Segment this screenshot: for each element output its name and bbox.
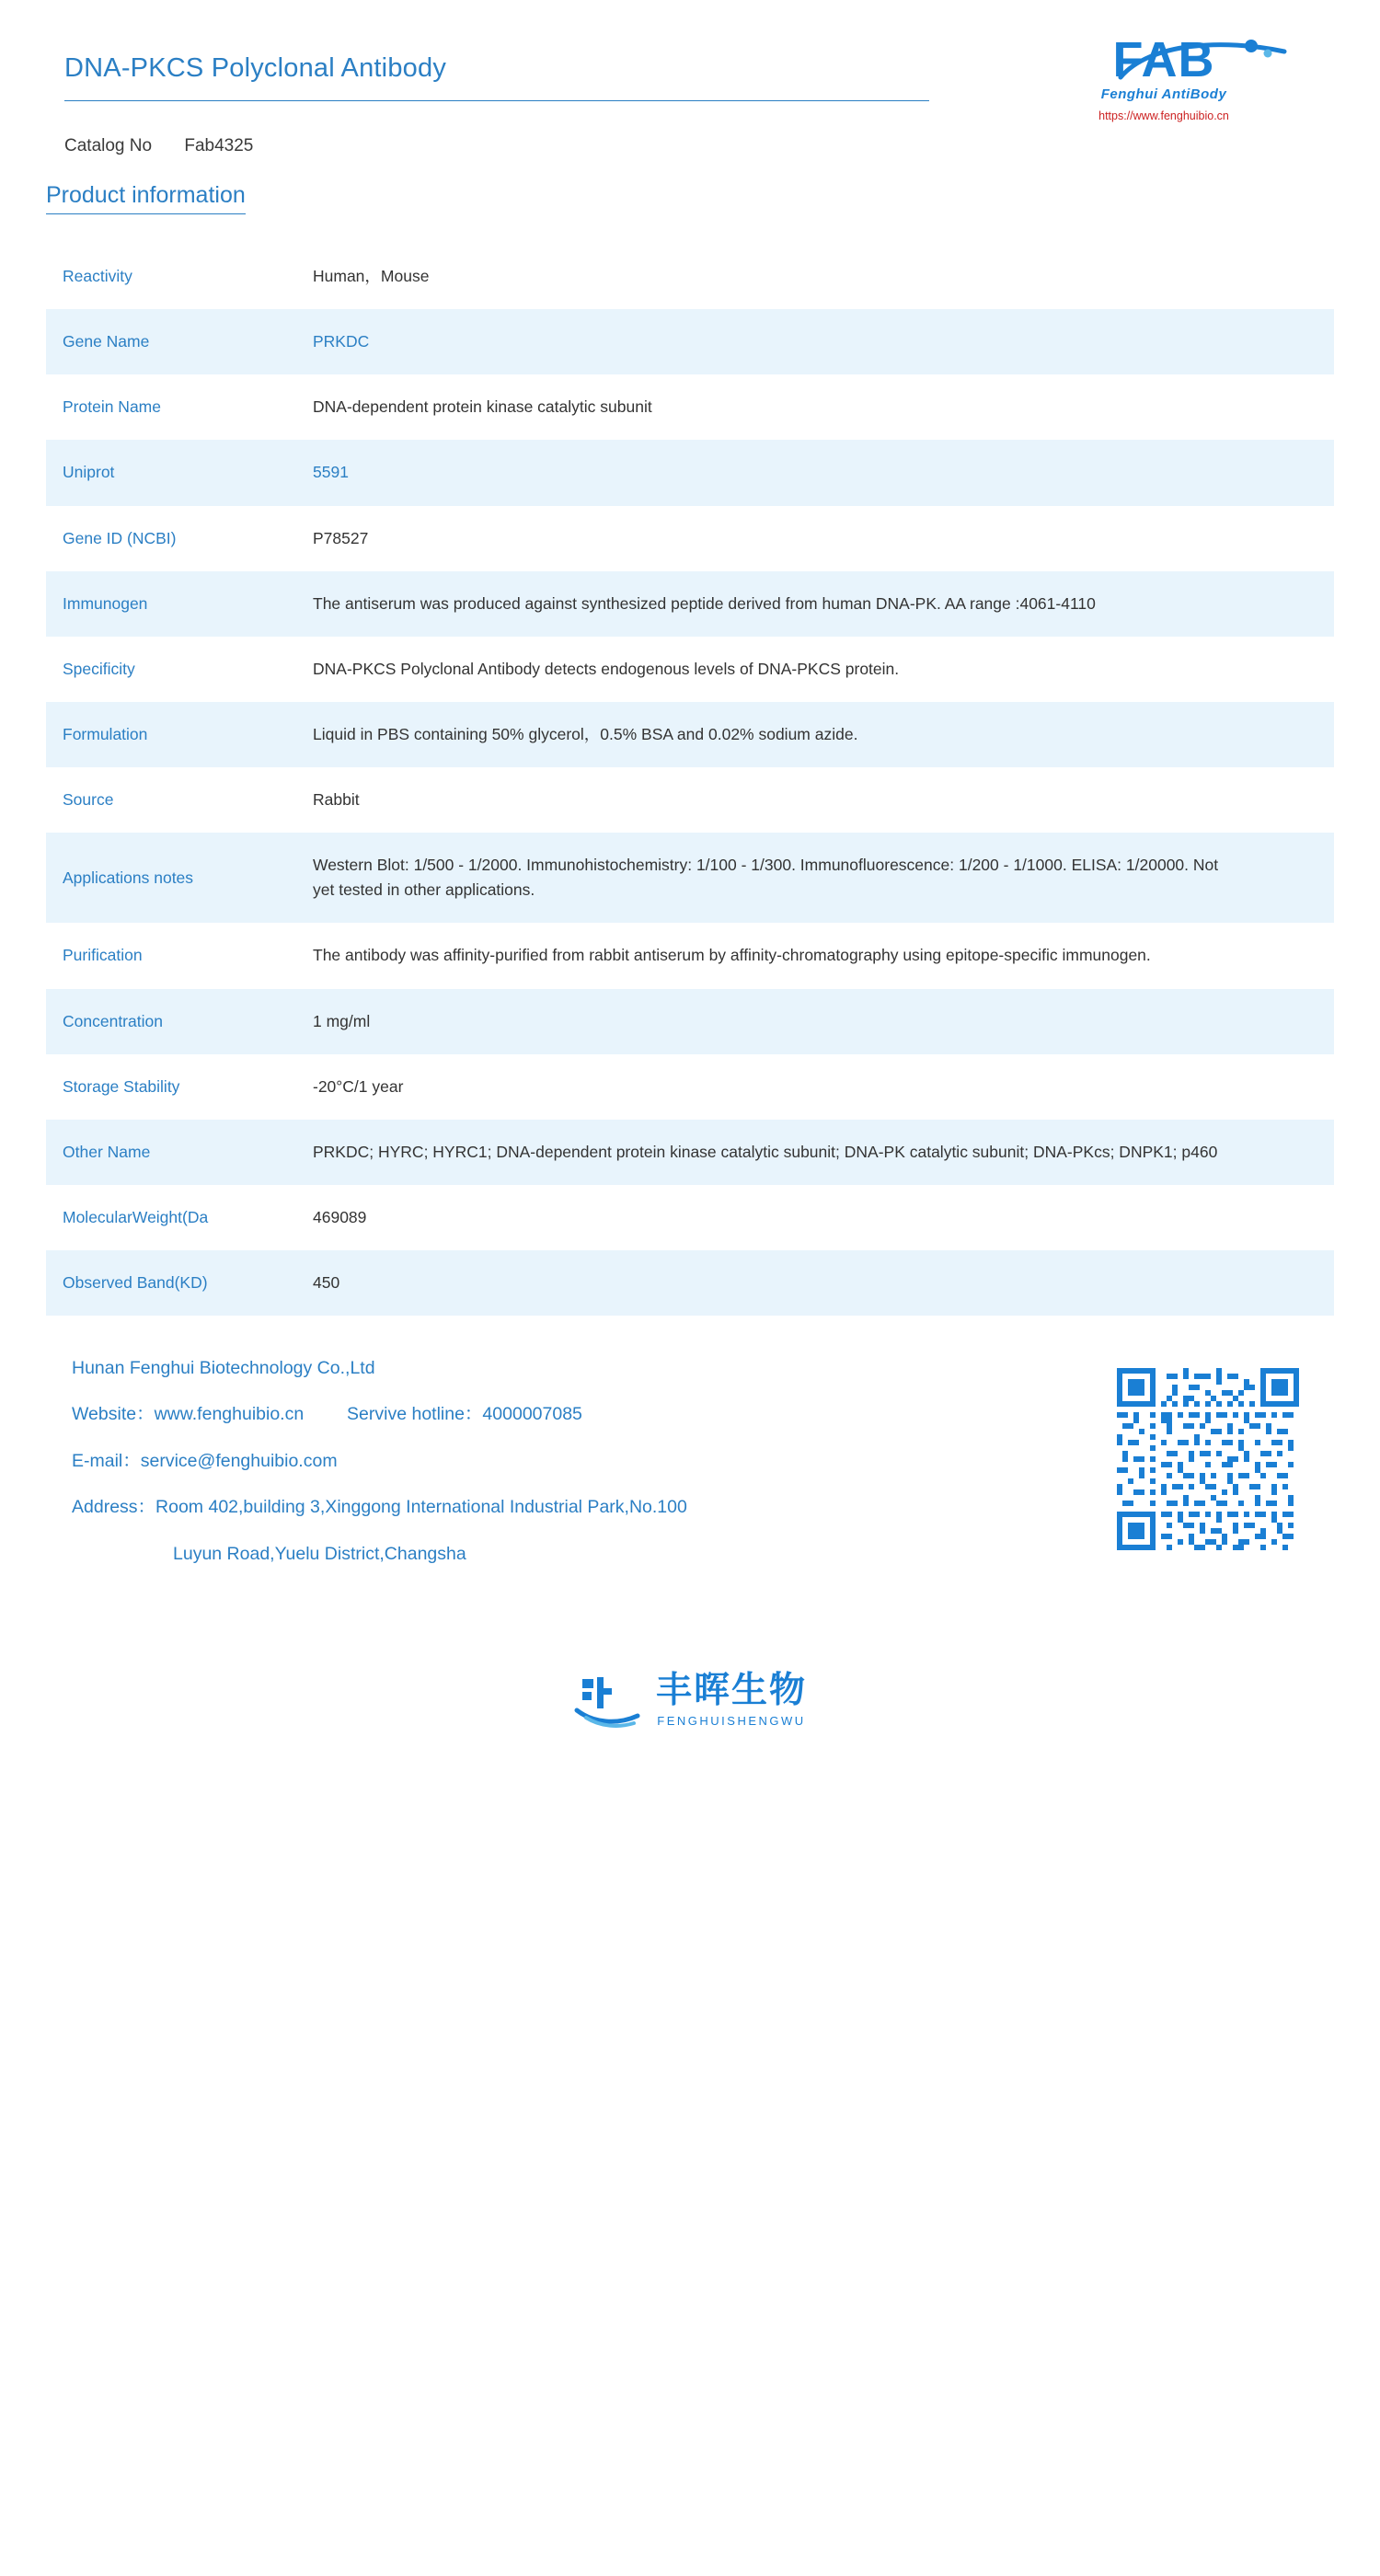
table-row-value: Western Blot: 1/500 - 1/2000. Immunohistochemistry: 1/100 - 1/300. Immunofluorescence: 1/200 - 1/1000. ELISA: 1/20000. Not yet tested in other applications. xyxy=(313,856,1219,900)
table-row-key: Gene Name xyxy=(63,332,150,351)
brand-logo xyxy=(1012,32,1316,122)
table-row xyxy=(46,1185,1334,1250)
table-row-value: Rabbit xyxy=(313,790,360,809)
table-row xyxy=(46,1054,1334,1120)
table-row-key: Reactivity xyxy=(63,267,132,285)
section-title-product-information: Product information xyxy=(46,182,246,214)
logo-website-url[interactable]: https://www.fenghuibio.cn xyxy=(1098,109,1229,122)
table-row xyxy=(46,374,1334,440)
table-row-key: Other Name xyxy=(63,1142,151,1161)
table-row-value: -20°C/1 year xyxy=(313,1076,404,1096)
catalog-label: Catalog No xyxy=(64,136,153,155)
table-row xyxy=(46,637,1334,702)
product-information-table xyxy=(46,244,1334,1316)
table-row-key: Purification xyxy=(63,946,143,965)
table-row xyxy=(46,244,1334,309)
table-row-value: PRKDC xyxy=(313,332,370,351)
fenghui-mark-icon xyxy=(573,1670,643,1731)
bottom-company-logo xyxy=(0,1670,1380,1731)
page-title: DNA-PKCS Polyclonal Antibody xyxy=(64,53,929,101)
table-row xyxy=(46,767,1334,833)
table-row-key: Formulation xyxy=(63,724,148,743)
logo-fab-label: FAB xyxy=(1112,32,1215,87)
table-row xyxy=(46,1250,1334,1316)
footer-company: Hunan Fenghui Biotechnology Co.,Ltd xyxy=(72,1358,375,1379)
table-row xyxy=(46,989,1334,1054)
table-row xyxy=(46,440,1334,505)
table-row-key: Protein Name xyxy=(63,397,161,417)
logo-subtitle: Fenghui AntiBody xyxy=(1100,86,1227,102)
table-row-value: DNA-PKCS Polyclonal Antibody detects endogenous levels of DNA-PKCS protein. xyxy=(313,659,900,678)
qr-code-icon xyxy=(1117,1368,1299,1550)
document-header xyxy=(0,0,1380,156)
table-row-value: The antiserum was produced against synthesized peptide derived from human DNA-PK. AA range :4061-4110 xyxy=(313,593,1096,613)
table-row-value: The antibody was affinity-purified from rabbit antiserum by affinity-chromatography using epitope-specific immunogen. xyxy=(313,946,1151,965)
footer-hotline: Servive hotline：4000007085 xyxy=(347,1404,582,1425)
table-row-key: Observed Band(KD) xyxy=(63,1273,208,1292)
table-row xyxy=(46,833,1334,923)
table-row-value: Human，Mouse xyxy=(313,267,430,285)
table-row-key: Uniprot xyxy=(63,463,115,482)
table-row xyxy=(46,571,1334,637)
table-row-key: Storage Stability xyxy=(63,1076,180,1096)
catalog-row xyxy=(64,136,1316,156)
table-row xyxy=(46,1120,1334,1185)
table-row-key: Applications notes xyxy=(63,868,194,887)
table-row-key: Gene ID (NCBI) xyxy=(63,528,177,547)
table-row-value: 450 xyxy=(313,1273,340,1292)
table-row-key: Specificity xyxy=(63,659,135,678)
catalog-value: Fab4325 xyxy=(184,136,254,155)
table-row xyxy=(46,702,1334,767)
fenghui-name-cn: 丰晖生物 xyxy=(655,1671,807,1711)
table-row-value: Liquid in PBS containing 50% glycerol，0.5% BSA and 0.02% sodium azide. xyxy=(313,724,858,743)
table-row-value: P78527 xyxy=(313,528,369,547)
table-row-value: 5591 xyxy=(313,463,349,482)
table-row-value: 469089 xyxy=(313,1207,367,1226)
table-row-key: Concentration xyxy=(63,1011,163,1030)
footer-address-line2: Luyun Road,Yuelu District,Changsha xyxy=(173,1543,466,1564)
table-row-key: Immunogen xyxy=(63,593,148,613)
footer-address-line1: Address：Room 402,building 3,Xinggong International Industrial Park,No.100 xyxy=(72,1497,687,1518)
document-footer xyxy=(0,1357,1380,1661)
table-row xyxy=(46,923,1334,988)
table-row-key: Source xyxy=(63,790,114,809)
table-row-key: MolecularWeight(Da xyxy=(63,1207,209,1226)
logo-fab-text xyxy=(1112,32,1215,87)
table-row-value: PRKDC; HYRC; HYRC1; DNA-dependent protein kinase catalytic subunit; DNA-PK catalytic subunit; DNA-PKcs; DNPK1; p460 xyxy=(313,1142,1218,1161)
table-row xyxy=(46,309,1334,374)
fenghui-name-en: FENGHUISHENGWU xyxy=(657,1714,806,1729)
table-row-value: 1 mg/ml xyxy=(313,1011,371,1030)
footer-email[interactable]: E-mail：service@fenghuibio.com xyxy=(72,1450,338,1471)
table-row-value: DNA-dependent protein kinase catalytic subunit xyxy=(313,397,652,417)
footer-website[interactable]: Website：www.fenghuibio.cn xyxy=(72,1404,305,1425)
table-row xyxy=(46,506,1334,571)
